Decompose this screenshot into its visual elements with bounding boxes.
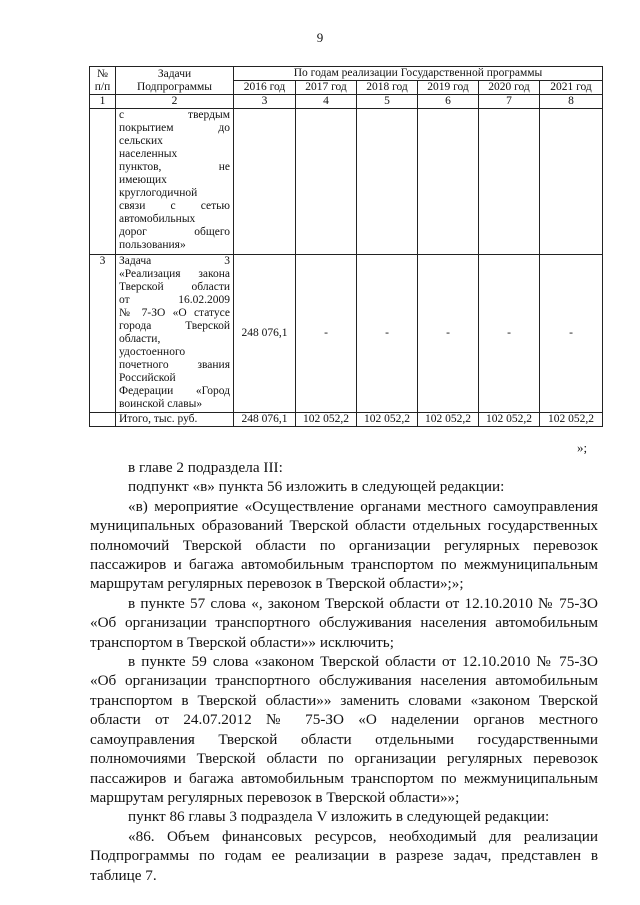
- total-value: 102 052,2: [418, 413, 479, 427]
- value-cell: -: [418, 255, 479, 413]
- index-cell: 5: [357, 95, 418, 109]
- total-value: 102 052,2: [357, 413, 418, 427]
- header-year: 2021 год: [540, 81, 603, 95]
- header-year: 2017 год: [296, 81, 357, 95]
- index-cell: 3: [234, 95, 296, 109]
- value-cell: -: [479, 255, 540, 413]
- total-value: 102 052,2: [479, 413, 540, 427]
- header-year: 2019 год: [418, 81, 479, 95]
- index-cell: 6: [418, 95, 479, 109]
- header-year: 2020 год: [479, 81, 540, 95]
- paragraph: в главе 2 подраздела III:: [128, 459, 283, 476]
- row-num: 3: [90, 255, 116, 413]
- value-cell: -: [540, 255, 603, 413]
- task-text-continuation: с твердым покрытием до сельских населенных пунктов, не имеющих круглогодичной связи с сетью автомобильных дорог общего пользования»: [116, 109, 234, 255]
- paragraph: «86. Объем финансовых ресурсов, необходимый для реализации Подпрограммы по годам ее реализации в разрезе задач, представлен в таблице 7.: [90, 827, 598, 884]
- table-row-task-3: [90, 255, 603, 413]
- body-text: [90, 458, 598, 885]
- index-cell: 7: [479, 95, 540, 109]
- table-closing-quote: »;: [577, 440, 588, 455]
- total-value: 248 076,1: [234, 413, 296, 427]
- paragraph: подпункт «в» пункта 56 изложить в следующей редакции:: [128, 478, 505, 496]
- table-index-row: [90, 95, 603, 109]
- funding-table: [89, 66, 603, 427]
- table-header-row: [90, 67, 603, 81]
- header-year: 2018 год: [357, 81, 418, 95]
- header-tasks: Задачи Подпрограммы: [116, 67, 234, 95]
- total-value: 102 052,2: [540, 413, 603, 427]
- table-total-row: [90, 413, 603, 427]
- index-cell: 1: [90, 95, 116, 109]
- header-years-group: По годам реализации Государственной программы: [234, 67, 603, 81]
- table-row-continuation: [90, 109, 603, 255]
- total-label: Итого, тыс. руб.: [116, 413, 234, 427]
- index-cell: 8: [540, 95, 603, 109]
- value-cell: -: [296, 255, 357, 413]
- task-text-3: Задача 3 «Реализация закона Тверской области от 16.02.2009 № 7-ЗО «О статусе города Тверской области, удостоенного почетного звания Российской Федерации «Город воинской славы»: [116, 255, 234, 413]
- paragraph: в пункте 59 слова «законом Тверской области от 12.10.2010 № 75-ЗО «Об организации транспортного обслуживания населения автомобильным транспортом в Тверской области»» заменить словами «законом Тверской области от 24.07.2012 № 75-ЗО «О наделении органов местного самоуправления Тверской области отдельными государственными полномочиями Тверской области по организации регулярных перевозок пассажиров и багажа автомобильным транспортом по межмуниципальным маршрутам регулярных перевозок в Тверской области»»;: [90, 653, 598, 806]
- page-number: 9: [316, 30, 324, 45]
- index-cell: 2: [116, 95, 234, 109]
- total-value: 102 052,2: [296, 413, 357, 427]
- index-cell: 4: [296, 95, 357, 109]
- paragraph: «в) мероприятие «Осуществление органами местного самоуправления муниципальных образований Тверской области отдельных государственных полномочий Тверской области по организации регулярных перевозок пассажиров и багажа автомобильным транспортом по межмуниципальным маршрутам регулярных перевозок в Тверской области»;»;: [90, 497, 598, 593]
- value-cell: -: [357, 255, 418, 413]
- header-year: 2016 год: [234, 81, 296, 95]
- paragraph: в пункте 57 слова «, законом Тверской области от 12.10.2010 № 75-ЗО «Об организации транспортного обслуживания населения автомобильным транспортом в Тверской области»» исключить;: [90, 594, 598, 651]
- paragraph: пункт 86 главы 3 подраздела V изложить в следующей редакции:: [128, 808, 550, 826]
- value-cell: 248 076,1: [234, 255, 296, 413]
- header-num: № п/п: [90, 67, 116, 95]
